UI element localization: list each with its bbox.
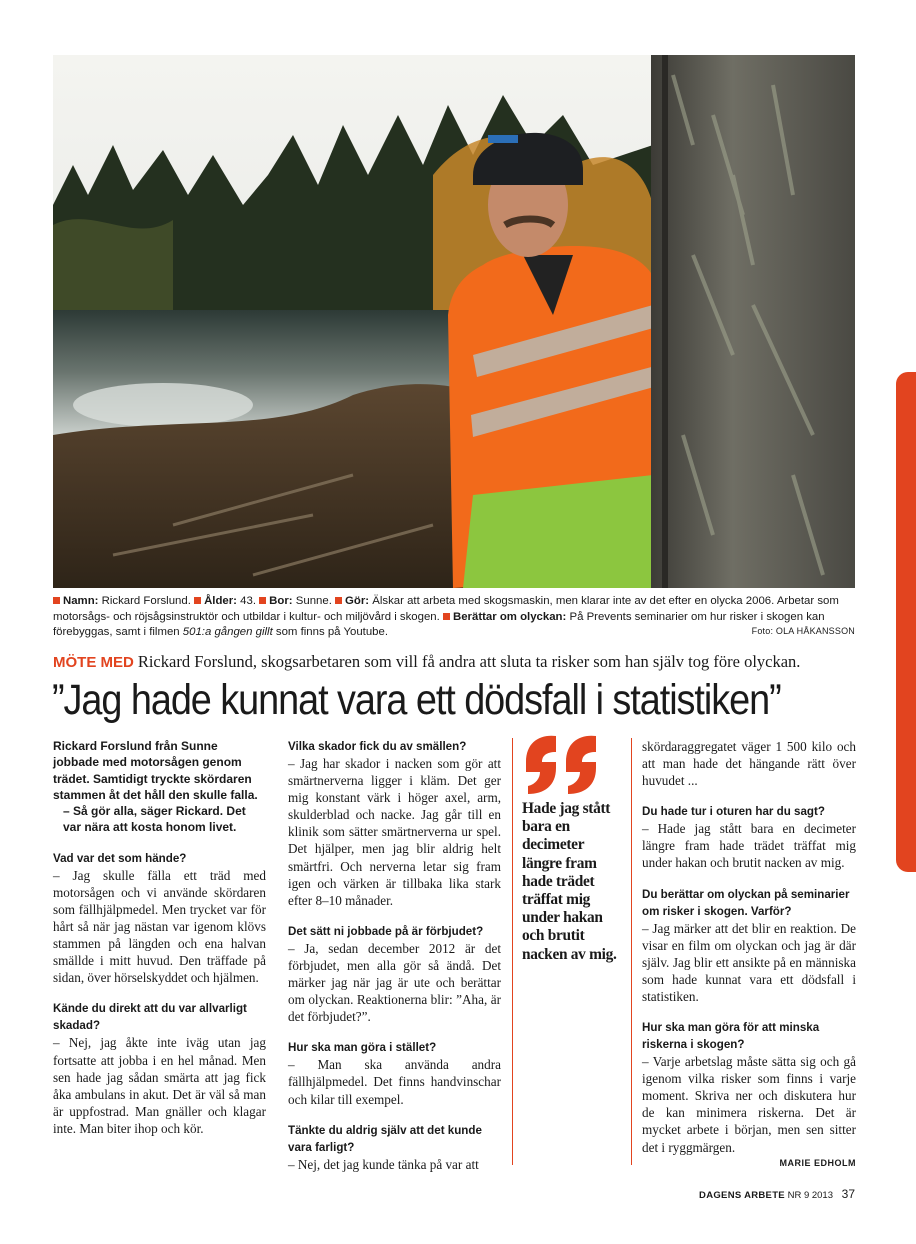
question: Vad var det som hände? xyxy=(53,851,187,865)
answer: – Nej, jag åkte inte iväg utan jag fortsatte att jobba i en hel månad. Men sen hade jag sådan smärta att jag fick åka ambulans in akut. Det är väl så man är uppfostrad. Man gnäller och klagar inte. Man biter ihop och kör. xyxy=(53,1035,266,1136)
answer: – Varje arbetslag måste sätta sig och gå igenom vilka risker som finns i varje moment. Skriva ner och diskutera hur de kan minimera riskerna. Det är mycket arbete i början, men sen sitter det i ryggmärgen. xyxy=(642,1054,856,1155)
question: Vilka skador fick du av smällen? xyxy=(288,740,467,753)
bullet-square-icon xyxy=(259,597,266,604)
question: Det sätt ni jobbade på är förbjudet? xyxy=(288,924,484,938)
column-2 xyxy=(288,738,501,1173)
answer: – Jag märker att det blir en reaktion. De visar en film om olyckan och jag är där själv. Jag blir ett ansikte på en människa som hade kunnat vara ett dödsfall i statistiken. xyxy=(642,920,856,1004)
photo-credit: Foto: OLA HÅKANSSON xyxy=(751,626,855,636)
issue-number: NR 9 2013 xyxy=(787,1190,833,1201)
caption-lives-value: Sunne. xyxy=(295,595,332,607)
caption-name-value: Rickard Forslund. xyxy=(101,595,191,607)
magazine-name: DAGENS ARBETE xyxy=(699,1190,785,1201)
bullet-square-icon xyxy=(53,597,60,604)
question: Kände du direkt att du var allvarligt skadad? xyxy=(53,1002,247,1033)
pull-quote: Hade jag stått bara en decimeter längre fram hade trädet träffat mig under hakan och brutit nacken av mig. xyxy=(522,800,617,963)
page-footer xyxy=(699,1187,855,1201)
caption-does-value: Älskar att arbeta med skogsmaskin, men klarar inte av det efter en olycka 2006. Arbetar som motorsågs- och röjsågsinstruktör och utbildar i kultur- och miljövård i skogen. xyxy=(53,595,839,623)
kicker-text: Rickard Forslund, skogsarbetaren som vill få andra att sluta ta risker som han själv tog före olyckan. xyxy=(137,652,801,671)
caption-tells-pre: På Prevents seminarier om hur risker i skogen kan förebyggas, samt i filmen xyxy=(53,610,825,638)
answer-continued: skördaraggregatet väger 1 500 kilo och att man hade det hängande rätt över huvudet ... xyxy=(642,739,856,789)
column-rule xyxy=(512,738,513,1165)
question: Hur ska man göra för att minska riskerna i skogen? xyxy=(642,1021,820,1052)
photo-caption xyxy=(53,594,855,641)
caption-lives-label: Bor: xyxy=(269,595,293,607)
answer: – Man ska använda andra fällhjälpmedel. Det finns handvinschar och kilar till exempel. xyxy=(288,1057,501,1107)
bullet-square-icon xyxy=(194,597,201,604)
question: Du berättar om olyckan på seminarier om risker i skogen. Varför? xyxy=(642,887,850,918)
caption-age-value: 43. xyxy=(240,595,256,607)
kicker xyxy=(53,652,873,672)
caption-tells-label: Berättar om olyckan: xyxy=(452,610,567,623)
column-1 xyxy=(53,738,266,1137)
answer: – Jag har skador i nacken som gör att smärtnerverna ligger i kläm. Det ger mig konstant värk i höger axel, arm, skulderblad och nacke. Jag går till en klinik som sätter smärtnerverna ur spel. Det hjälper, men jag blir aldrig helt smärtfri. Och nerverna letar sig fram igen och värken är tillbaka lika stark efter 8–10 månader. xyxy=(288,756,501,908)
caption-does-label: Gör: xyxy=(345,595,370,607)
hero-photo xyxy=(53,55,855,588)
kicker-label: MÖTE MED xyxy=(53,654,134,671)
section-tab-marker xyxy=(896,372,916,872)
forest-worker-photo xyxy=(53,55,855,588)
ingress-paragraph: Rickard Forslund från Sunne jobbade med motorsågen genom trädet. Samtidigt tryckte skördaren stammen åt det håll den skulle falla. xyxy=(53,739,258,802)
answer: – Hade jag stått bara en decimeter längre fram hade trädet träffat mig under hakan och brutit nacken av mig. xyxy=(642,821,856,871)
answer: – Jag skulle fälla ett träd med motorsågen och vi använde skördaren som fällhjälpmedel. Men trycket var för hårt så när jag nästan var igenom klövs stammen på längden och ena halvan smällde i mitt huvud. Den träffade på sidan, över hörselskyddet och hjälmen. xyxy=(53,867,266,986)
question: Hur ska man göra i stället? xyxy=(288,1041,437,1055)
column-rule xyxy=(631,738,632,1165)
question: Tänkte du aldrig själv att det kunde vara farligt? xyxy=(288,1123,482,1154)
caption-film-title: 501:a gången gillt xyxy=(182,626,273,638)
ingress-quote: – Så gör alla, säger Rickard. Det var nära att kosta honom livet. xyxy=(63,804,246,835)
column-4 xyxy=(642,738,856,1156)
bullet-square-icon xyxy=(335,597,342,604)
caption-tells-post: som finns på Youtube. xyxy=(275,626,388,638)
bullet-square-icon xyxy=(443,613,450,620)
quotation-mark-icon xyxy=(522,728,602,798)
caption-age-label: Ålder: xyxy=(204,595,237,607)
page-number: 37 xyxy=(841,1187,855,1201)
question: Du hade tur i oturen har du sagt? xyxy=(642,805,825,819)
headline: ”Jag hade kunnat vara ett dödsfall i statistiken” xyxy=(52,676,781,724)
byline: MARIE EDHOLM xyxy=(779,1158,856,1168)
answer: – Nej, det jag kunde tänka på var att xyxy=(288,1156,479,1172)
answer: – Ja, sedan december 2012 är det förbjudet, men alla gör så ändå. Det märker jag när jag är ute och berättar om olyckan. Reaktionerna blir: ”Aha, är det förbjudet?”. xyxy=(288,940,501,1025)
caption-name-label: Namn: xyxy=(63,595,99,607)
